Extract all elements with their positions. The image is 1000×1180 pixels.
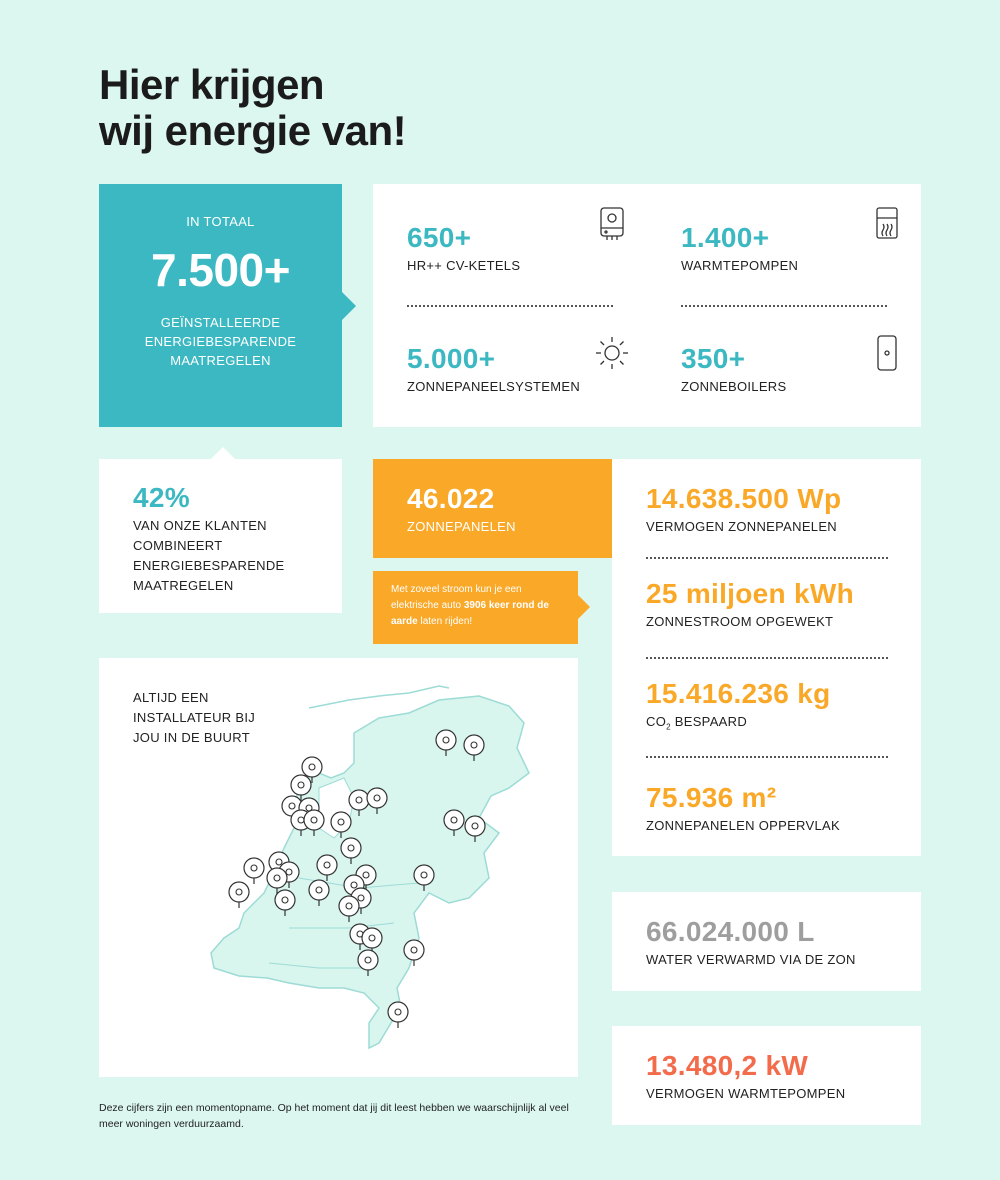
- panels-label: ZONNEPANELEN: [407, 519, 516, 534]
- total-label: IN TOTAAL: [186, 214, 255, 229]
- note-text: Met zoveel stroom kun je een elektrische auto: [391, 584, 522, 611]
- combine-value: 42%: [133, 482, 190, 513]
- stat-co2: [646, 678, 831, 732]
- footer-note: Deze cijfers zijn een momentopname. Op het moment dat jij dit leest hebben we waarschijnlijk al veel meer woningen verduurzaamd.: [99, 1102, 569, 1130]
- divider: [407, 305, 613, 307]
- map-card: [99, 658, 578, 1077]
- sun-icon: [594, 335, 630, 371]
- co2-suffix: BESPAARD: [670, 714, 748, 729]
- combine-card: [99, 459, 342, 613]
- car-note: [373, 571, 578, 644]
- co2-prefix: CO: [646, 714, 667, 729]
- heatpump-label: VERMOGEN WARMTEPOMPEN: [646, 1086, 846, 1101]
- measures-card: [373, 184, 921, 427]
- measure-value: 5.000+: [407, 343, 496, 374]
- measure-value: 1.400+: [681, 222, 770, 253]
- divider: [646, 756, 888, 758]
- stat-value: 25 miljoen kWh: [646, 578, 855, 609]
- heatpump-card: [612, 1026, 921, 1125]
- solar-stats-card: [612, 459, 921, 856]
- stat-label: VERMOGEN ZONNEPANELEN: [646, 519, 837, 534]
- measure-heat-pumps: [681, 222, 798, 273]
- heat-pump-icon: [875, 206, 899, 240]
- map-pin-icon: [244, 858, 264, 884]
- total-box: [99, 184, 342, 427]
- panels-box: [373, 459, 612, 558]
- measure-solar-systems: [407, 343, 580, 394]
- stat-area: [646, 782, 840, 833]
- note-bold-phrase: keer rond de aarde: [391, 600, 549, 627]
- divider: [646, 557, 888, 559]
- water-label: WATER VERWARMD VIA DE ZON: [646, 952, 856, 967]
- total-value: 7.500+: [151, 244, 290, 296]
- measure-label: ZONNEBOILERS: [681, 379, 787, 394]
- boiler-icon: [599, 206, 625, 242]
- measure-value: 350+: [681, 343, 746, 374]
- divider: [681, 305, 887, 307]
- page-title: [99, 62, 406, 154]
- measure-label: WARMTEPOMPEN: [681, 258, 799, 273]
- title-line-2: wij energie van!: [99, 107, 407, 154]
- co2-subscript: 2: [666, 722, 671, 732]
- netherlands-map: [179, 678, 559, 1068]
- stat-value: 14.638.500 Wp: [646, 483, 842, 514]
- measure-value: 650+: [407, 222, 472, 253]
- stat-label: [646, 714, 831, 732]
- note-bold-count: 3906: [463, 600, 487, 611]
- measure-label: ZONNEPANEELSYSTEMEN: [407, 379, 581, 394]
- stat-value: 15.416.236 kg: [646, 678, 831, 709]
- solar-boiler-icon: [876, 334, 898, 372]
- map-pin-icon: [229, 882, 249, 908]
- measure-label: HR++ CV-KETELS: [407, 258, 521, 273]
- measure-solar-boilers: [681, 343, 786, 394]
- stat-power-panels: [646, 483, 841, 534]
- note-text-end: laten rijden!: [417, 616, 473, 627]
- stat-generated: [646, 578, 854, 629]
- heatpump-value: 13.480,2 kW: [646, 1050, 809, 1081]
- total-description: GEÏNSTALLEERDE ENERGIEBESPARENDE MAATREGELEN: [144, 315, 297, 368]
- stat-value: 75.936 m²: [646, 782, 777, 813]
- measure-boilers: [407, 222, 520, 273]
- stat-label: ZONNESTROOM OPGEWEKT: [646, 614, 834, 629]
- map-label: ALTIJD EEN INSTALLATEUR BIJ JOU IN DE BUURT: [133, 690, 256, 745]
- panels-value: 46.022: [407, 483, 495, 514]
- water-value: 66.024.000 L: [646, 916, 815, 947]
- title-line-1: Hier krijgen: [99, 61, 325, 108]
- combine-label: VAN ONZE KLANTEN COMBINEERT ENERGIEBESPARENDE MAATREGELEN: [133, 518, 285, 593]
- water-card: [612, 892, 921, 991]
- divider: [646, 657, 888, 659]
- stat-label: ZONNEPANELEN OPPERVLAK: [646, 818, 840, 833]
